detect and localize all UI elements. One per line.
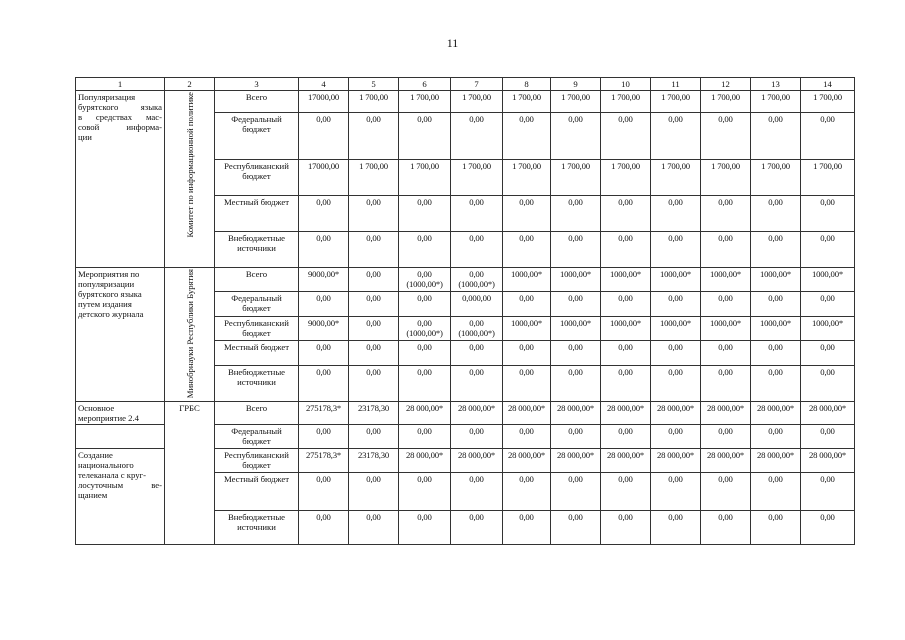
value-cell: 0,00 (1000,00*) (399, 316, 451, 340)
value-cell: 0,00 (701, 196, 751, 232)
value-cell: 0,00 (299, 365, 349, 402)
budget-table (75, 77, 855, 545)
executor: ГРБС (165, 402, 215, 545)
value-cell: 28 000,00* (451, 402, 503, 425)
value-cell: 0,00 (801, 425, 855, 449)
value-cell: 0,00 (299, 292, 349, 316)
value-cell: 1000,00* (601, 316, 651, 340)
value-cell: 1 700,00 (399, 160, 451, 196)
value-cell: 0,00 (349, 511, 399, 545)
measure-name-line: популяризации (78, 279, 135, 289)
column-number: 3 (215, 78, 299, 91)
funding-source: Внебюджетные источники (215, 365, 299, 402)
value-cell: 0,00 (299, 341, 349, 365)
value-cell: 1000,00* (801, 316, 855, 340)
column-number: 6 (399, 78, 451, 91)
value-cell: 0,00 (399, 113, 451, 160)
column-number: 11 (651, 78, 701, 91)
value-cell: 0,00 (551, 232, 601, 268)
value-cell: 0,00 (651, 113, 701, 160)
value-cell: 1000,00* (551, 268, 601, 292)
column-number: 4 (299, 78, 349, 91)
value-cell: 0,00 (349, 365, 399, 402)
value-cell: 0,00 (801, 292, 855, 316)
value-cell: 0,00 (503, 292, 551, 316)
value-cell: 1 700,00 (503, 160, 551, 196)
funding-source: Республиканский бюджет (215, 316, 299, 340)
value-cell: 275178,3* (299, 449, 349, 473)
value-cell: 0,00 (651, 365, 701, 402)
table-row (76, 402, 855, 425)
measure-name-cont (76, 425, 165, 449)
column-number: 10 (601, 78, 651, 91)
value-cell: 28 000,00* (651, 449, 701, 473)
value-cell: 28 000,00* (399, 449, 451, 473)
sub-measure-name-line: Создание (78, 450, 113, 461)
value-cell: 0,00 (651, 511, 701, 545)
value-cell: 9000,00* (299, 316, 349, 340)
value-cell: 0,00 (1000,00*) (399, 268, 451, 292)
value-cell: 0,00 (801, 341, 855, 365)
funding-source: Федеральный бюджет (215, 425, 299, 449)
sub-measure-name-line: национального (78, 460, 134, 471)
value-cell: 0,00 (299, 511, 349, 545)
value-cell: 0,00 (299, 196, 349, 232)
value-cell: 0,00 (551, 113, 601, 160)
value-cell: 0,00 (503, 425, 551, 449)
value-cell: 0,00 (349, 196, 399, 232)
measure-name-line: Мероприятия по (78, 269, 140, 279)
value-cell: 0,00 (651, 341, 701, 365)
value-cell: 28 000,00* (451, 449, 503, 473)
value-cell: 0,00 (349, 473, 399, 511)
column-number: 5 (349, 78, 399, 91)
funding-source: Федеральный бюджет (215, 292, 299, 316)
value-cell: 275178,3* (299, 402, 349, 425)
value-cell: 28 000,00* (601, 402, 651, 425)
value-cell: 0,00 (601, 341, 651, 365)
value-cell: 28 000,00* (701, 402, 751, 425)
value-cell: 0,000,00 (451, 292, 503, 316)
value-cell: 0,00 (751, 341, 801, 365)
value-cell: 0,00 (399, 425, 451, 449)
column-number: 8 (503, 78, 551, 91)
measure-name (76, 91, 165, 268)
measure-name (76, 268, 165, 402)
measure-name-text: Основное мероприятие 2.4 (78, 403, 140, 424)
value-cell: 0,00 (451, 511, 503, 545)
funding-source: Всего (215, 268, 299, 292)
value-cell: 1 700,00 (349, 91, 399, 113)
value-cell: 0,00 (701, 341, 751, 365)
page-number: 11 (446, 36, 459, 50)
value-cell: 0,00 (299, 425, 349, 449)
value-cell: 1 700,00 (551, 160, 601, 196)
value-cell: 1 700,00 (601, 160, 651, 196)
value-cell: 1000,00* (751, 268, 801, 292)
measure-name-line: бурятского языка (78, 102, 162, 112)
value-cell: 28 000,00* (751, 449, 801, 473)
value-cell: 0,00 (299, 473, 349, 511)
value-cell: 1 700,00 (751, 91, 801, 113)
measure-name-line: в средствах мас- (78, 112, 162, 122)
value-cell: 23178,30 (349, 402, 399, 425)
funding-source: Местный бюджет (215, 196, 299, 232)
value-cell: 1000,00* (701, 316, 751, 340)
measure-name-line: совой информа- (78, 122, 162, 132)
value-cell: 0,00 (349, 113, 399, 160)
value-cell: 28 000,00* (503, 402, 551, 425)
value-cell: 0,00 (399, 473, 451, 511)
value-cell: 0,00 (551, 292, 601, 316)
value-cell: 28 000,00* (399, 402, 451, 425)
value-cell: 0,00 (1000,00*) (451, 268, 503, 292)
value-cell: 28 000,00* (651, 402, 701, 425)
measure-name-line: ции (78, 132, 92, 142)
value-cell: 0,00 (349, 425, 399, 449)
value-cell: 0,00 (399, 292, 451, 316)
value-cell: 0,00 (349, 232, 399, 268)
value-cell: 1000,00* (801, 268, 855, 292)
value-cell: 0,00 (551, 511, 601, 545)
measure-name-line: Популяризация (78, 92, 136, 102)
value-cell: 0,00 (299, 113, 349, 160)
funding-source: Местный бюджет (215, 473, 299, 511)
value-cell: 0,00 (751, 113, 801, 160)
value-cell: 23178,30 (349, 449, 399, 473)
funding-source: Республиканский бюджет (215, 449, 299, 473)
value-cell: 0,00 (701, 511, 751, 545)
value-cell: 28 000,00* (751, 402, 801, 425)
header-row (76, 78, 855, 91)
value-cell: 0,00 (751, 196, 801, 232)
value-cell: 0,00 (503, 511, 551, 545)
value-cell: 0,00 (349, 341, 399, 365)
value-cell: 0,00 (751, 292, 801, 316)
value-cell: 28 000,00* (503, 449, 551, 473)
executor (165, 91, 215, 268)
value-cell: 0,00 (701, 232, 751, 268)
value-cell: 0,00 (601, 425, 651, 449)
column-number: 14 (801, 78, 855, 91)
value-cell: 1 700,00 (651, 91, 701, 113)
funding-source: Внебюджетные источники (215, 511, 299, 545)
value-cell: 1 700,00 (701, 160, 751, 196)
value-cell: 17000,00 (299, 160, 349, 196)
value-cell: 1 700,00 (451, 160, 503, 196)
value-cell: 1000,00* (701, 268, 751, 292)
value-cell: 0,00 (751, 511, 801, 545)
value-cell: 1 700,00 (399, 91, 451, 113)
value-cell: 9000,00* (299, 268, 349, 292)
value-cell: 28 000,00* (801, 402, 855, 425)
value-cell: 0,00 (451, 425, 503, 449)
value-cell: 0,00 (399, 511, 451, 545)
column-number: 9 (551, 78, 601, 91)
measure-name (76, 402, 165, 425)
funding-source: Внебюджетные источники (215, 232, 299, 268)
value-cell: 0,00 (801, 473, 855, 511)
value-cell: 28 000,00* (551, 449, 601, 473)
value-cell: 0,00 (451, 473, 503, 511)
value-cell: 0,00 (651, 232, 701, 268)
value-cell: 1 700,00 (451, 91, 503, 113)
column-number: 1 (76, 78, 165, 91)
value-cell: 0,00 (801, 196, 855, 232)
value-cell: 0,00 (801, 365, 855, 402)
value-cell: 0,00 (601, 292, 651, 316)
column-number: 2 (165, 78, 215, 91)
value-cell: 1 700,00 (601, 91, 651, 113)
table-row (76, 91, 855, 113)
value-cell: 0,00 (801, 232, 855, 268)
value-cell: 0,00 (701, 425, 751, 449)
value-cell: 0,00 (503, 232, 551, 268)
value-cell: 0,00 (349, 316, 399, 340)
value-cell: 0,00 (551, 473, 601, 511)
column-number: 12 (701, 78, 751, 91)
value-cell: 0,00 (551, 196, 601, 232)
value-cell: 1 700,00 (503, 91, 551, 113)
value-cell: 0,00 (701, 113, 751, 160)
value-cell: 1 700,00 (701, 91, 751, 113)
value-cell: 0,00 (299, 232, 349, 268)
value-cell: 0,00 (601, 473, 651, 511)
value-cell: 0,00 (551, 341, 601, 365)
value-cell: 0,00 (701, 292, 751, 316)
column-number: 7 (451, 78, 503, 91)
value-cell: 28 000,00* (701, 449, 751, 473)
value-cell: 17000,00 (299, 91, 349, 113)
value-cell: 0,00 (503, 473, 551, 511)
value-cell: 0,00 (651, 196, 701, 232)
funding-source: Всего (215, 91, 299, 113)
value-cell: 1 700,00 (551, 91, 601, 113)
value-cell: 0,00 (751, 232, 801, 268)
value-cell: 1000,00* (551, 316, 601, 340)
value-cell: 1000,00* (651, 268, 701, 292)
value-cell: 0,00 (399, 341, 451, 365)
executor (165, 268, 215, 402)
value-cell: 0,00 (503, 196, 551, 232)
value-cell: 1 700,00 (801, 91, 855, 113)
value-cell: 0,00 (751, 473, 801, 511)
value-cell: 1000,00* (503, 268, 551, 292)
value-cell: 0,00 (399, 232, 451, 268)
executor-text: Минобрнауки Республики Бурятия (184, 269, 195, 399)
funding-source: Республиканский бюджет (215, 160, 299, 196)
funding-source: Всего (215, 402, 299, 425)
value-cell: 0,00 (349, 292, 399, 316)
value-cell: 0,00 (451, 232, 503, 268)
value-cell: 0,00 (451, 196, 503, 232)
column-number: 13 (751, 78, 801, 91)
value-cell: 0,00 (551, 365, 601, 402)
value-cell: 0,00 (399, 196, 451, 232)
value-cell: 0,00 (801, 511, 855, 545)
measure-name-line: бурятского языка (78, 289, 142, 299)
funding-source: Местный бюджет (215, 341, 299, 365)
value-cell: 0,00 (651, 425, 701, 449)
value-cell: 0,00 (751, 425, 801, 449)
value-cell: 0,00 (451, 113, 503, 160)
value-cell: 0,00 (601, 232, 651, 268)
value-cell: 1000,00* (601, 268, 651, 292)
sub-measure-name (76, 449, 165, 545)
sub-measure-name-line: телеканала с круг- (78, 470, 147, 481)
value-cell: 0,00 (551, 425, 601, 449)
value-cell: 0,00 (601, 365, 651, 402)
value-cell: 0,00 (651, 292, 701, 316)
measure-name-line: детского журнала (78, 309, 144, 319)
value-cell: 0,00 (651, 473, 701, 511)
value-cell: 0,00 (751, 365, 801, 402)
value-cell: 0,00 (451, 341, 503, 365)
value-cell: 0,00 (503, 113, 551, 160)
value-cell: 0,00 (503, 365, 551, 402)
value-cell: 0,00 (503, 341, 551, 365)
value-cell: 0,00 (801, 113, 855, 160)
value-cell: 28 000,00* (551, 402, 601, 425)
table-row (76, 268, 855, 292)
value-cell: 28 000,00* (601, 449, 651, 473)
value-cell: 0,00 (601, 196, 651, 232)
value-cell: 1 700,00 (801, 160, 855, 196)
value-cell: 1 700,00 (349, 160, 399, 196)
measure-name-line: путем издания (78, 299, 132, 309)
value-cell: 0,00 (1000,00*) (451, 316, 503, 340)
executor-text: Комитет по информационной политике (184, 92, 195, 238)
sub-measure-name-line: щанием (78, 490, 108, 501)
value-cell: 1000,00* (651, 316, 701, 340)
value-cell: 0,00 (601, 113, 651, 160)
sub-measure-name-line: лосуточным ве- (78, 480, 162, 491)
value-cell: 1 700,00 (751, 160, 801, 196)
value-cell: 0,00 (451, 365, 503, 402)
value-cell: 1000,00* (751, 316, 801, 340)
value-cell: 0,00 (399, 365, 451, 402)
funding-source: Федеральный бюджет (215, 113, 299, 160)
value-cell: 1 700,00 (651, 160, 701, 196)
value-cell: 0,00 (601, 511, 651, 545)
value-cell: 0,00 (349, 268, 399, 292)
value-cell: 0,00 (701, 473, 751, 511)
value-cell: 1000,00* (503, 316, 551, 340)
value-cell: 0,00 (701, 365, 751, 402)
value-cell: 28 000,00* (801, 449, 855, 473)
